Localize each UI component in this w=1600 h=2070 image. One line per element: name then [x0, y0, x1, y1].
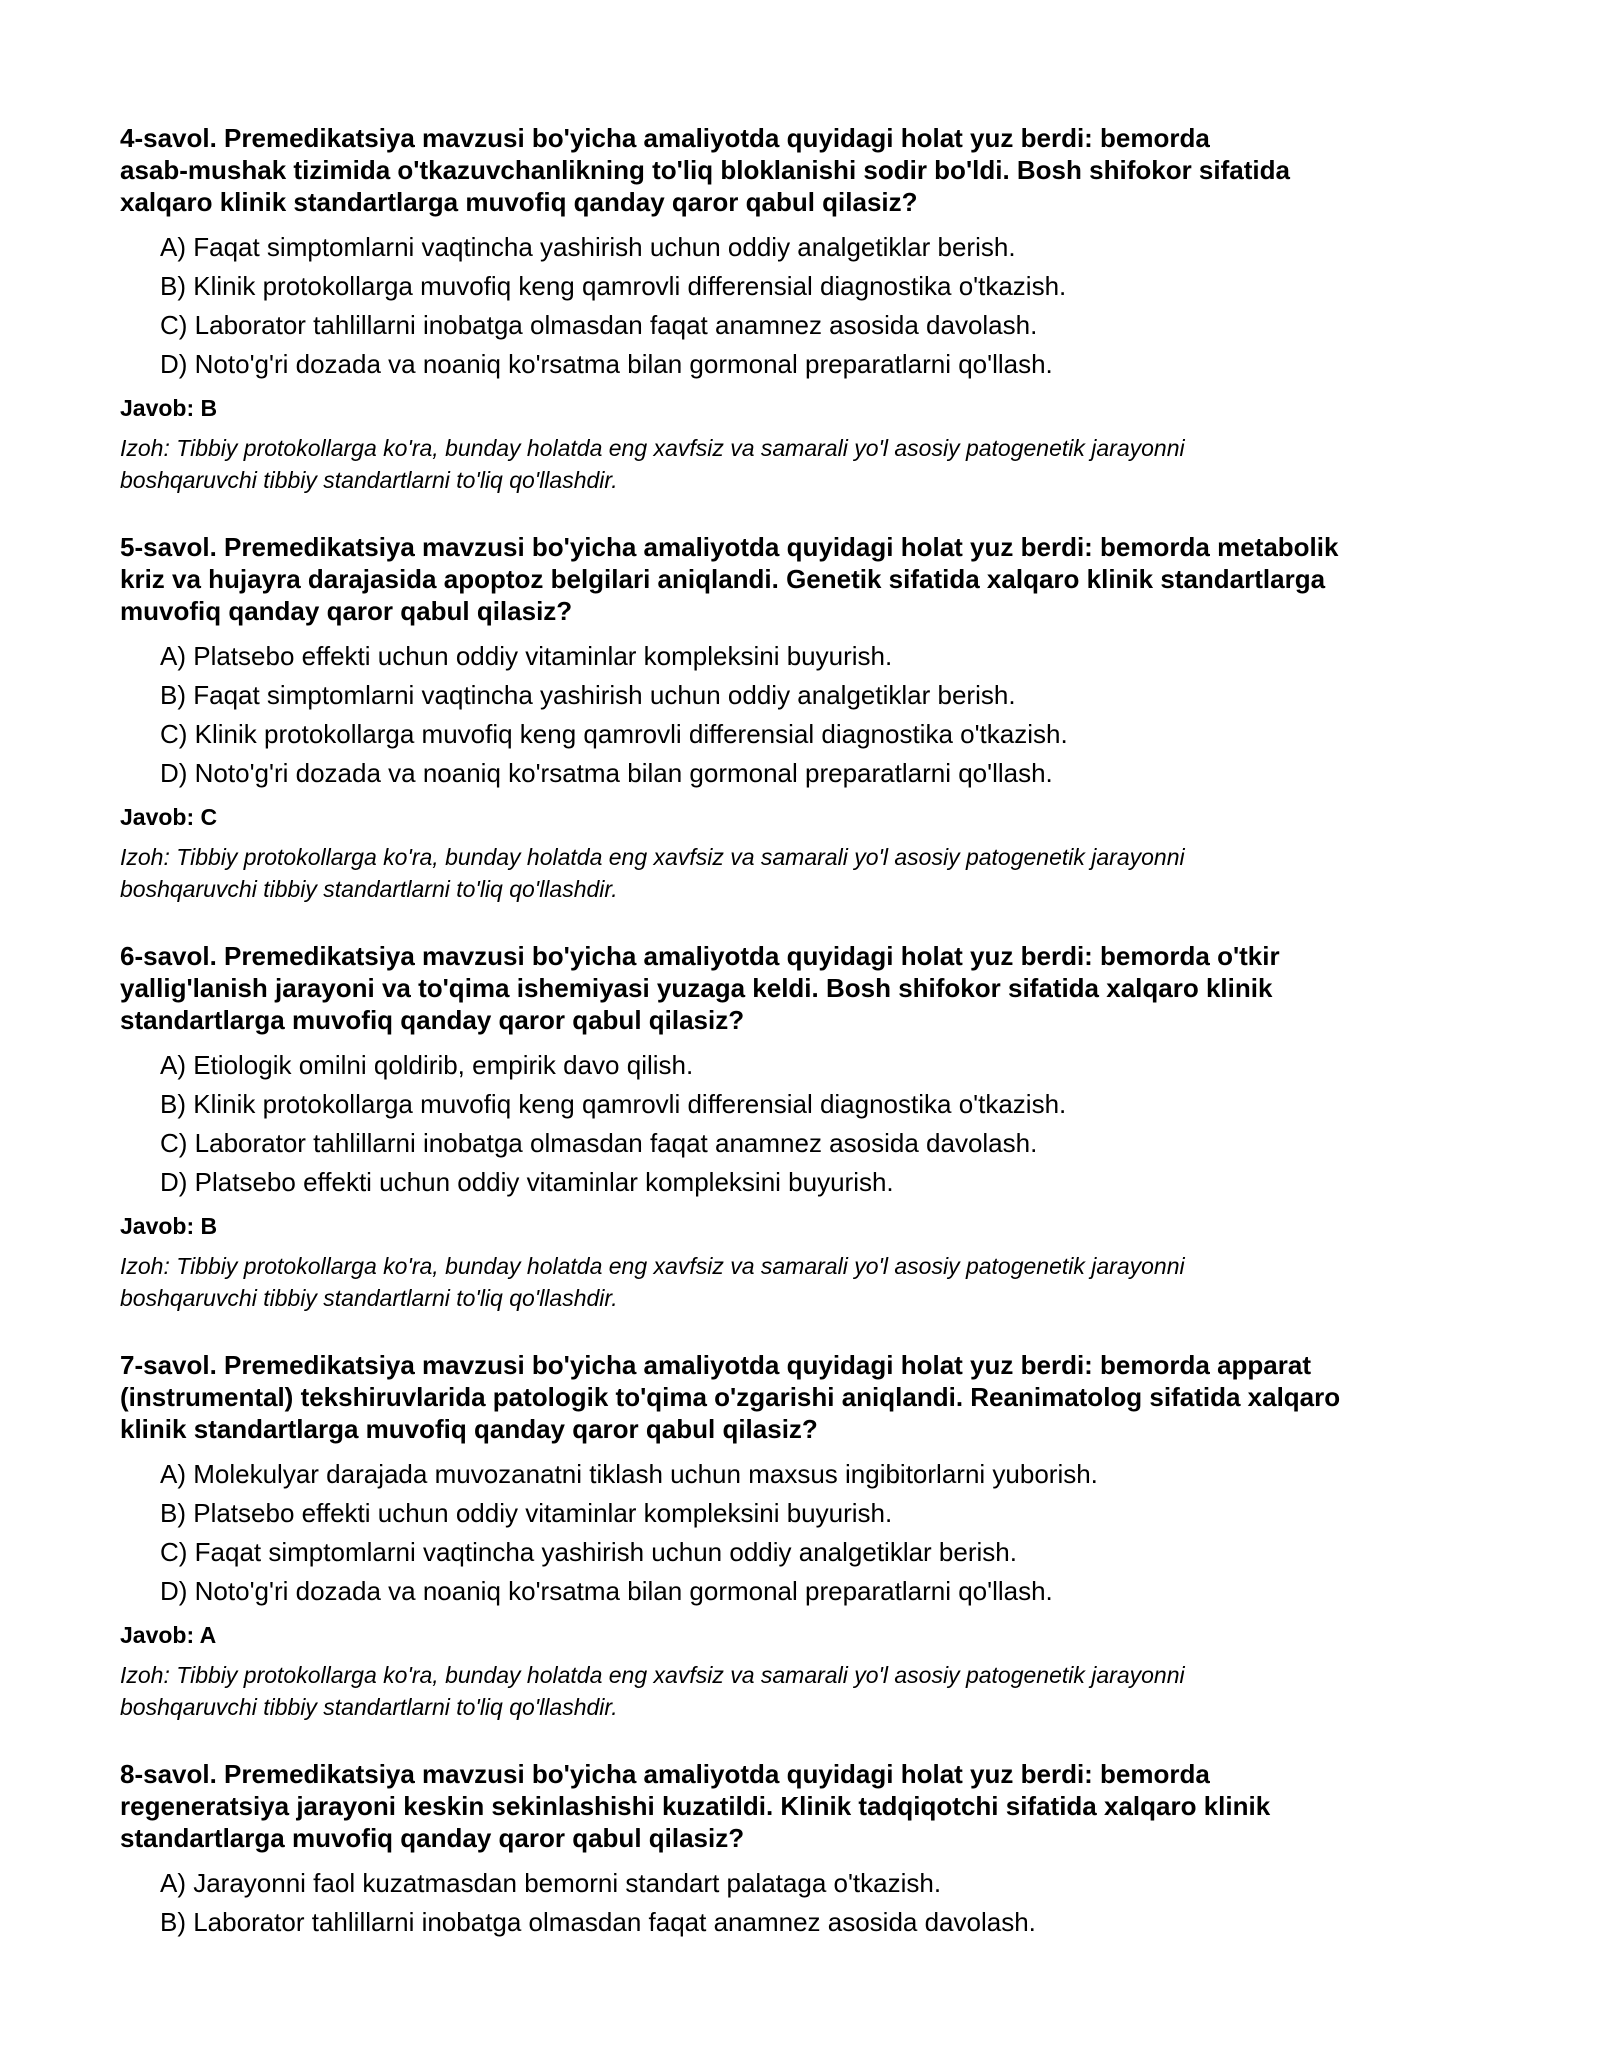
options-list: [120, 637, 1490, 793]
options-list: [120, 1455, 1490, 1611]
explanation-note: Izoh: Tibbiy protokollarga ko'ra, bunday holatda eng xavfsiz va samarali yo'l asosiy patogenetik jarayonni boshqaruvchi tibbiy standartlarni to'liq qo'llashdir.: [120, 844, 1185, 902]
explanation-note: Izoh: Tibbiy protokollarga ko'ra, bunday holatda eng xavfsiz va samarali yo'l asosiy patogenetik jarayonni boshqaruvchi tibbiy standartlarni to'liq qo'llashdir.: [120, 435, 1185, 493]
option-d: D) Platsebo effekti uchun oddiy vitaminlar kompleksini buyurish.: [160, 1167, 894, 1197]
options-list: [120, 1864, 1490, 1942]
option-b: B) Platsebo effekti uchun oddiy vitaminlar kompleksini buyurish.: [160, 1498, 893, 1528]
question-block: [120, 122, 1490, 496]
option-c: C) Laborator tahlillarni inobatga olmasdan faqat anamnez asosida davolash.: [160, 1128, 1038, 1158]
answer-label: Javob: A: [120, 1622, 217, 1648]
option-a: A) Faqat simptomlarni vaqtincha yashirish uchun oddiy analgetiklar berish.: [160, 232, 1016, 262]
question-block: [120, 1758, 1490, 1942]
option-b: B) Laborator tahlillarni inobatga olmasdan faqat anamnez asosida davolash.: [160, 1907, 1036, 1937]
option-c: C) Klinik protokollarga muvofiq keng qamrovli differensial diagnostika o'tkazish.: [160, 719, 1068, 749]
answer-label: Javob: B: [120, 395, 218, 421]
question-block: [120, 1349, 1490, 1723]
answer-label: Javob: B: [120, 1213, 218, 1239]
option-b: B) Faqat simptomlarni vaqtincha yashirish uchun oddiy analgetiklar berish.: [160, 680, 1016, 710]
question-block: [120, 531, 1490, 905]
option-a: A) Molekulyar darajada muvozanatni tiklash uchun maxsus ingibitorlarni yuborish.: [160, 1459, 1098, 1489]
question-title: 4-savol. Premedikatsiya mavzusi bo'yicha amaliyotda quyidagi holat yuz berdi: bemorda asab-mushak tizimida o'tkazuvchanlikning to'liq bloklanishi sodir bo'ldi. Bosh shifokor sifatida xalqaro klinik standartlarga muvofiq qanday qaror qabul qilasiz?: [120, 123, 1290, 217]
explanation-note: Izoh: Tibbiy protokollarga ko'ra, bunday holatda eng xavfsiz va samarali yo'l asosiy patogenetik jarayonni boshqaruvchi tibbiy standartlarni to'liq qo'llashdir.: [120, 1662, 1185, 1720]
option-a: A) Platsebo effekti uchun oddiy vitaminlar kompleksini buyurish.: [160, 641, 893, 671]
answer-label: Javob: C: [120, 804, 218, 830]
option-c: C) Laborator tahlillarni inobatga olmasdan faqat anamnez asosida davolash.: [160, 310, 1038, 340]
option-a: A) Jarayonni faol kuzatmasdan bemorni standart palataga o'tkazish.: [160, 1868, 942, 1898]
option-c: C) Faqat simptomlarni vaqtincha yashirish uchun oddiy analgetiklar berish.: [160, 1537, 1017, 1567]
option-b: B) Klinik protokollarga muvofiq keng qamrovli differensial diagnostika o'tkazish.: [160, 271, 1067, 301]
option-a: A) Etiologik omilni qoldirib, empirik davo qilish.: [160, 1050, 694, 1080]
option-d: D) Noto'g'ri dozada va noaniq ko'rsatma bilan gormonal preparatlarni qo'llash.: [160, 349, 1053, 379]
question-title: 6-savol. Premedikatsiya mavzusi bo'yicha amaliyotda quyidagi holat yuz berdi: bemorda o'tkir yallig'lanish jarayoni va to'qima ishemiyasi yuzaga keldi. Bosh shifokor sifatida xalqaro klinik standartlarga muvofiq qanday qaror qabul qilasiz?: [120, 941, 1280, 1035]
options-list: [120, 228, 1490, 384]
options-list: [120, 1046, 1490, 1202]
question-title: 8-savol. Premedikatsiya mavzusi bo'yicha amaliyotda quyidagi holat yuz berdi: bemorda regeneratsiya jarayoni keskin sekinlashishi kuzatildi. Klinik tadqiqotchi sifatida xalqaro klinik standartlarga muvofiq qanday qaror qabul qilasiz?: [120, 1759, 1271, 1853]
option-b: B) Klinik protokollarga muvofiq keng qamrovli differensial diagnostika o'tkazish.: [160, 1089, 1067, 1119]
question-title: 5-savol. Premedikatsiya mavzusi bo'yicha amaliyotda quyidagi holat yuz berdi: bemorda metabolik kriz va hujayra darajasida apoptoz belgilari aniqlandi. Genetik sifatida xalqaro klinik standartlarga muvofiq qanday qaror qabul qilasiz?: [120, 532, 1339, 626]
question-block: [120, 940, 1490, 1314]
option-d: D) Noto'g'ri dozada va noaniq ko'rsatma bilan gormonal preparatlarni qo'llash.: [160, 1576, 1053, 1606]
explanation-note: Izoh: Tibbiy protokollarga ko'ra, bunday holatda eng xavfsiz va samarali yo'l asosiy patogenetik jarayonni boshqaruvchi tibbiy standartlarni to'liq qo'llashdir.: [120, 1253, 1185, 1311]
question-title: 7-savol. Premedikatsiya mavzusi bo'yicha amaliyotda quyidagi holat yuz berdi: bemorda apparat (instrumental) tekshiruvlarida patologik to'qima o'zgarishi aniqlandi. Reanimatolog sifatida xalqaro klinik standartlarga muvofiq qanday qaror qabul qilasiz?: [120, 1350, 1341, 1444]
option-d: D) Noto'g'ri dozada va noaniq ko'rsatma bilan gormonal preparatlarni qo'llash.: [160, 758, 1053, 788]
